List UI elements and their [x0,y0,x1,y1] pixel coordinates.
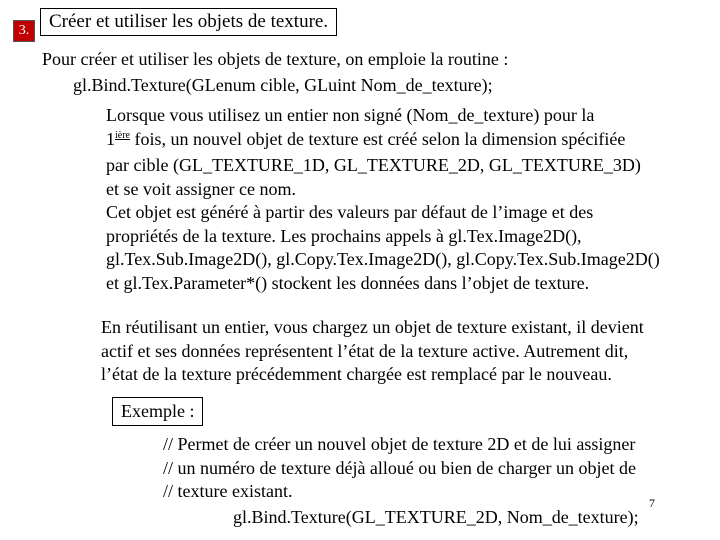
paragraph-2 [101,316,644,387]
paragraph-1-line-6: propriétés de la texture. Les prochains appels à gl.Tex.Image2D(), [106,225,582,246]
paragraph-1-line-8: et gl.Tex.Parameter*() stockent les données dans l’objet de texture. [106,272,590,293]
example-comment-line-3: // texture existant. [163,481,293,501]
ordinal-suffix: ière [115,129,130,141]
paragraph-2-line-1: En réutilisant un entier, vous chargez un objet de texture existant, il devient [101,317,644,337]
paragraph-1 [106,104,660,295]
intro-text: Pour créer et utiliser les objets de texture, on emploie la routine : [42,49,509,69]
paragraph-1-line-2-rest: fois, un nouvel objet de texture est créé selon la dimension spécifiée [130,128,626,149]
paragraph-1-line-7: gl.Tex.Sub.Image2D(), gl.Copy.Tex.Image2D(), gl.Copy.Tex.Sub.Image2D() [106,249,660,269]
example-label: Exemple : [112,397,203,426]
paragraph-1-line-1: Lorsque vous utilisez un entier non signé (Nom_de_texture) pour la [106,105,595,125]
paragraph-1-line-3: par cible (GL_TEXTURE_1D, GL_TEXTURE_2D, GL_TEXTURE_3D) [106,155,641,175]
paragraph-1-line-2 [106,128,660,155]
paragraph-2-line-3: l’état de la texture précédemment chargée est remplacé par le nouveau. [101,364,612,384]
example-code: gl.Bind.Texture(GL_TEXTURE_2D, Nom_de_texture); [233,507,639,527]
example-comments [163,433,636,504]
paragraph-1-line-4: et se voit assigner ce nom. [106,178,296,199]
slide-number-badge: 3. [13,20,35,42]
function-signature: gl.Bind.Texture(GLenum cible, GLuint Nom_de_texture); [73,75,493,95]
example-comment-line-1: // Permet de créer un nouvel objet de texture 2D et de lui assigner [163,434,636,454]
page-number: 7 [649,496,655,510]
paragraph-1-line-5: Cet objet est généré à partir des valeurs par défaut de l’image et des [106,202,594,222]
example-comment-line-2: // un numéro de texture déjà alloué ou bien de charger un objet de [163,457,637,478]
ordinal-number: 1 [106,128,115,149]
slide-title: Créer et utiliser les objets de texture. [40,8,337,36]
paragraph-2-line-2: actif et ses données représentent l’état de la texture active. Autrement dit, [101,340,629,361]
